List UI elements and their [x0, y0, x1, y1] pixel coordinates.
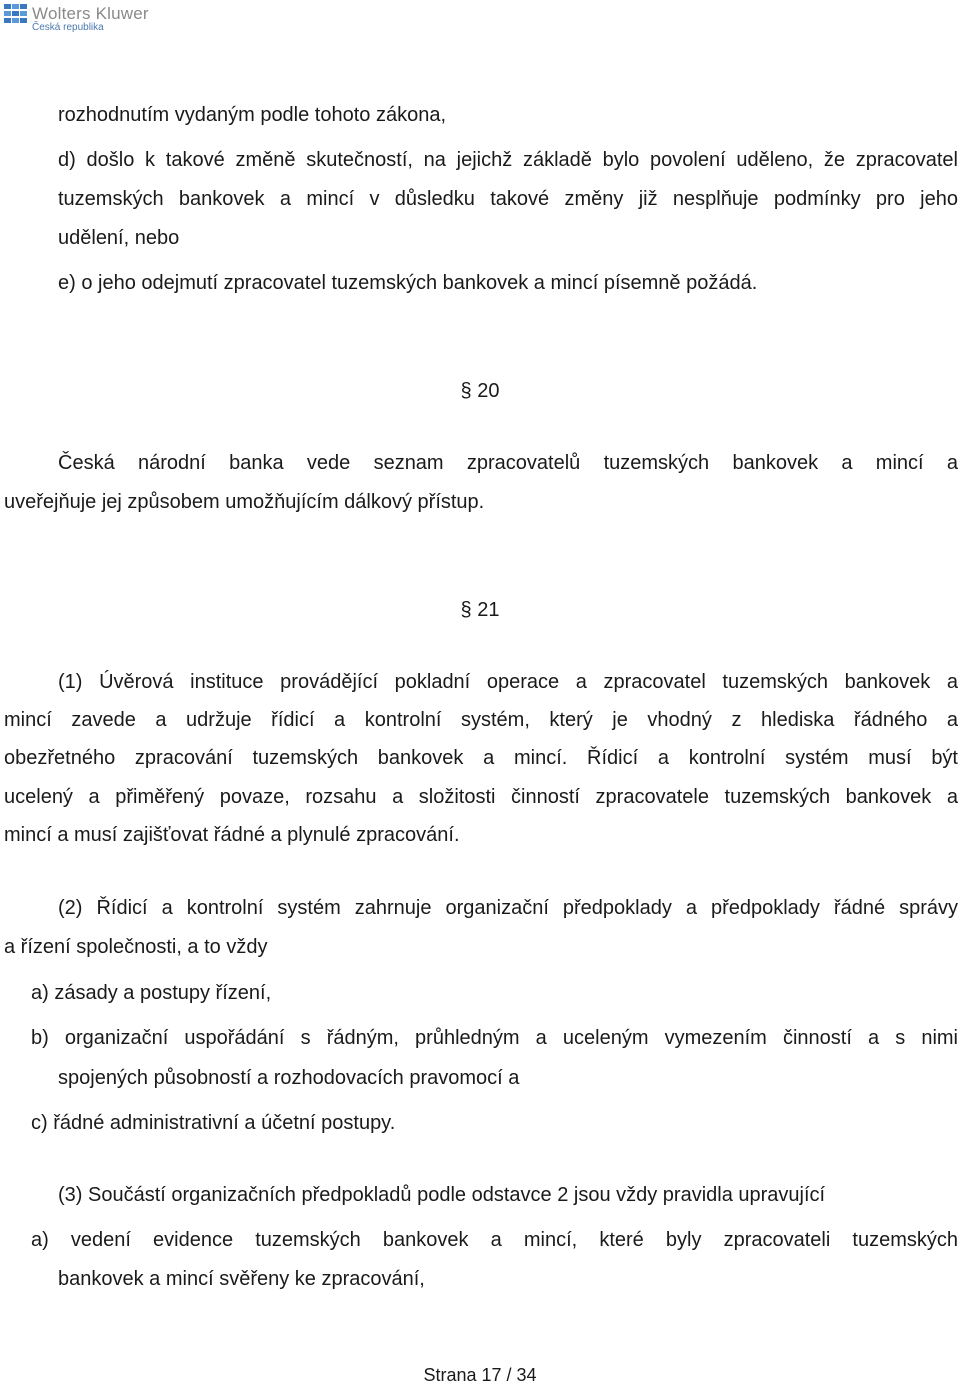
paragraph-line: udělení, nebo [58, 227, 180, 249]
list-item: b) organizační uspořádání s řádným, průhledným a uceleným vymezením činností a s nimi [31, 1027, 958, 1049]
paragraph-line: ucelený a přiměřený povaze, rozsahu a složitosti činností zpracovatele tuzemských bankovek a [4, 786, 958, 808]
logo-subtitle: Česká republika [32, 22, 104, 33]
paragraph-line: a řízení společnosti, a to vždy [4, 936, 268, 958]
paragraph-line: (2) Řídicí a kontrolní systém zahrnuje organizační předpoklady a předpoklady řádné správy [58, 897, 958, 919]
list-item-continuation: bankovek a mincí svěřeny ke zpracování, [58, 1268, 425, 1290]
paragraph-line: rozhodnutím vydaným podle tohoto zákona, [58, 104, 447, 126]
paragraph-line: mincí zavede a udržuje řídicí a kontrolní systém, který je vhodný z hlediska řádného a [4, 709, 958, 731]
paragraph-line: e) o jeho odejmutí zpracovatel tuzemských bankovek a mincí písemně požádá. [58, 272, 758, 294]
list-item-continuation: spojených působností a rozhodovacích pravomocí a [58, 1067, 520, 1089]
paragraph-line: (3) Součástí organizačních předpokladů podle odstavce 2 jsou vždy pravidla upravující [58, 1184, 826, 1206]
wolters-kluwer-logo-icon [4, 2, 28, 28]
paragraph-line: obezřetného zpracování tuzemských bankovek a mincí. Řídicí a kontrolní systém musí být [4, 747, 958, 769]
paragraph-line: mincí a musí zajišťovat řádné a plynulé zpracování. [4, 824, 460, 846]
list-item: c) řádné administrativní a účetní postupy. [31, 1112, 396, 1134]
section-heading-20: § 20 [460, 380, 500, 402]
paragraph-line: Česká národní banka vede seznam zpracovatelů tuzemských bankovek a mincí a [58, 452, 958, 474]
paragraph-line: uveřejňuje jej způsobem umožňujícím dálkový přístup. [4, 491, 485, 513]
paragraph-line: d) došlo k takové změně skutečností, na jejichž základě bylo povolení uděleno, že zpracovatel [58, 149, 958, 171]
page-number: Strana 17 / 34 [423, 1365, 537, 1385]
logo-name: Wolters Kluwer [32, 4, 149, 23]
publisher-logo [4, 2, 149, 36]
list-item: a) zásady a postupy řízení, [31, 982, 272, 1004]
list-item: a) vedení evidence tuzemských bankovek a mincí, které byly zpracovateli tuzemských [31, 1229, 958, 1251]
section-heading-21: § 21 [460, 599, 500, 621]
paragraph-line: tuzemských bankovek a mincí v důsledku takové změny již nesplňuje podmínky pro jeho [58, 188, 958, 210]
paragraph-line: (1) Úvěrová instituce provádějící pokladní operace a zpracovatel tuzemských bankovek a [58, 671, 958, 693]
